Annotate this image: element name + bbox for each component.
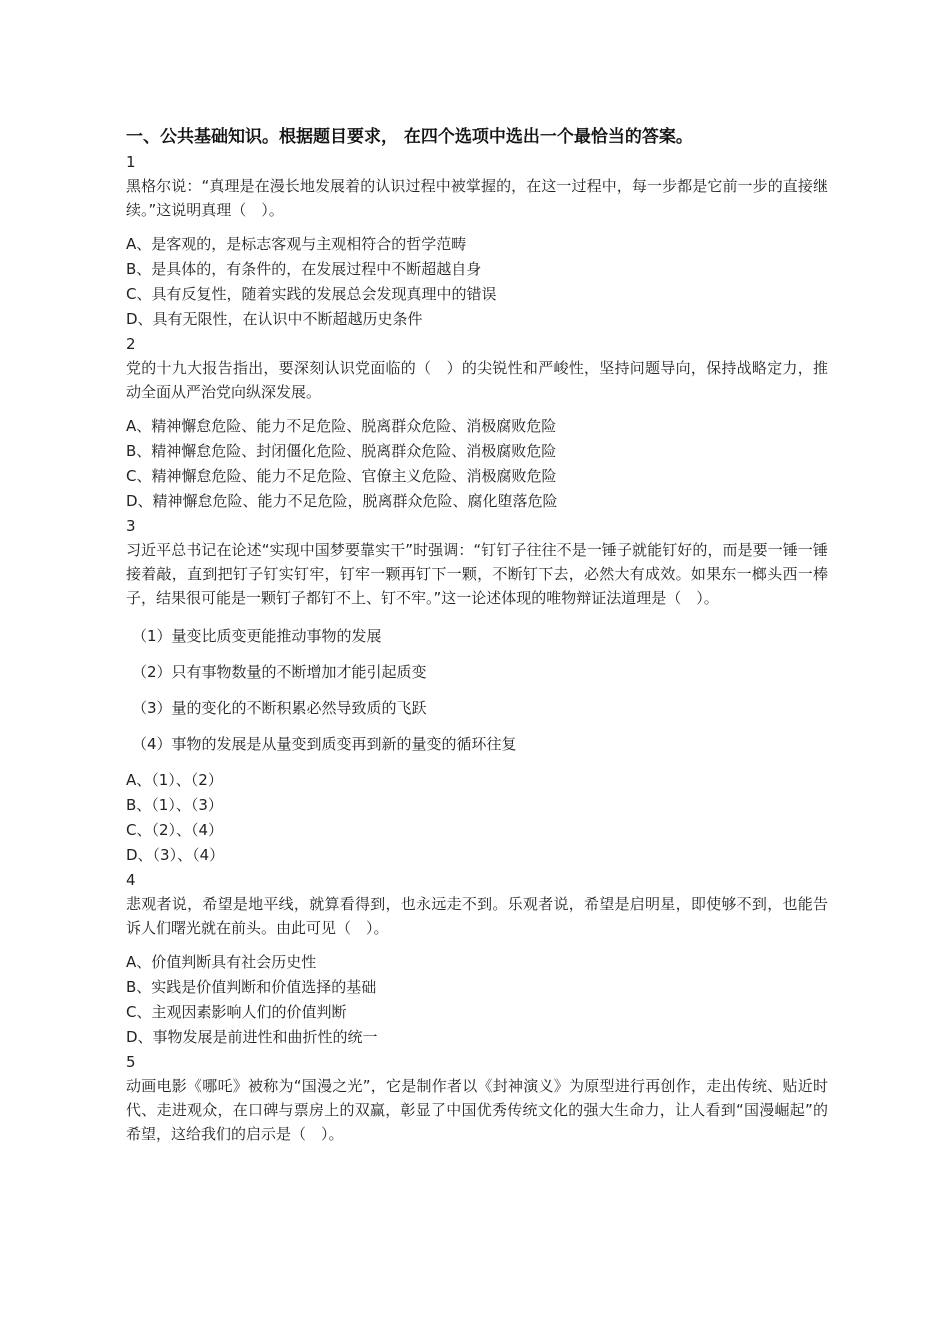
question-stem: 动画电影《哪吒》被称为“国漫之光”，它是制作者以《封神演义》为原型进行再创作，走出传统、贴近时代、走进观众，在口碑与票房上的双赢，彰显了中国优秀传统文化的强大生命力，让人看到“国漫崛起”的希望，这给我们的启示是（ ）。: [126, 1077, 828, 1143]
question-number: 3: [126, 517, 136, 535]
option-c: C、主观因素影响人们的价值判断: [126, 1003, 347, 1021]
option-b: B、是具体的，有条件的，在发展过程中不断超越自身: [126, 260, 482, 278]
question-3: [126, 514, 828, 868]
question-5: [126, 1050, 828, 1146]
question-stem: 黑格尔说：“真理是在漫长地发展着的认识过程中被掌握的，在这一过程中，每一步都是它前一步的直接继续。”这说明真理（ ）。: [126, 177, 828, 219]
question-number: 1: [126, 153, 136, 171]
statement-2: （2）只有事物数量的不断增加才能引起质变: [132, 663, 427, 681]
option-a: A、是客观的，是标志客观与主观相符合的哲学范畴: [126, 235, 467, 253]
option-b: B、（1）、（3）: [126, 796, 223, 814]
option-c: C、（2）、（4）: [126, 821, 224, 839]
option-c: C、具有反复性，随着实践的发展总会发现真理中的错误: [126, 285, 497, 303]
option-d: D、事物发展是前进性和曲折性的统一: [126, 1028, 378, 1046]
question-stem: 习近平总书记在论述“实现中国梦要靠实干”时强调：“钉钉子往往不是一锤子就能钉好的，而是要一锤一锤接着敲，直到把钉子钉实钉牢，钉牢一颗再钉下一颗，不断钉下去，必然大有成效。如果东一榔头西一棒子，结果很可能是一颗钉子都钉不上、钉不牢。”这一论述体现的唯物辩证法道理是（ ）。: [126, 541, 828, 607]
document-page: [126, 124, 828, 1156]
option-d: D、具有无限性，在认识中不断超越历史条件: [126, 310, 423, 328]
option-d: D、精神懈怠危险、能力不足危险，脱离群众危险、腐化堕落危险: [126, 492, 558, 510]
option-c: C、精神懈怠危险、能力不足危险、官僚主义危险、消极腐败危险: [126, 467, 557, 485]
statement-4: （4）事物的发展是从量变到质变再到新的量变的循环往复: [132, 735, 517, 753]
question-1: [126, 150, 828, 332]
option-b: B、精神懈怠危险、封闭僵化危险、脱离群众危险、消极腐败危险: [126, 442, 557, 460]
statement-list: [126, 624, 828, 756]
question-number: 5: [126, 1053, 136, 1071]
option-d: D、（3）、（4）: [126, 846, 225, 864]
question-4: [126, 868, 828, 1050]
question-2: [126, 332, 828, 514]
question-stem: 悲观者说，希望是地平线，就算看得到，也永远走不到。乐观者说，希望是启明星，即使够不到，也能告诉人们曙光就在前头。由此可见（ ）。: [126, 895, 828, 937]
option-a: A、价值判断具有社会历史性: [126, 953, 317, 971]
question-stem: 党的十九大报告指出，要深刻认识党面临的（ ）的尖锐性和严峻性，坚持问题导向，保持战略定力，推动全面从严治党向纵深发展。: [126, 359, 828, 401]
statement-3: （3）量的变化的不断积累必然导致质的飞跃: [132, 699, 427, 717]
question-number: 4: [126, 871, 136, 889]
question-number: 2: [126, 335, 136, 353]
statement-1: （1）量变比质变更能推动事物的发展: [132, 627, 382, 645]
option-a: A、（1）、（2）: [126, 771, 223, 789]
option-b: B、实践是价值判断和价值选择的基础: [126, 978, 377, 996]
section-heading: 一、公共基础知识。根据题目要求， 在四个选项中选出一个最恰当的答案。: [126, 127, 693, 147]
option-a: A、精神懈怠危险、能力不足危险、脱离群众危险、消极腐败危险: [126, 417, 557, 435]
